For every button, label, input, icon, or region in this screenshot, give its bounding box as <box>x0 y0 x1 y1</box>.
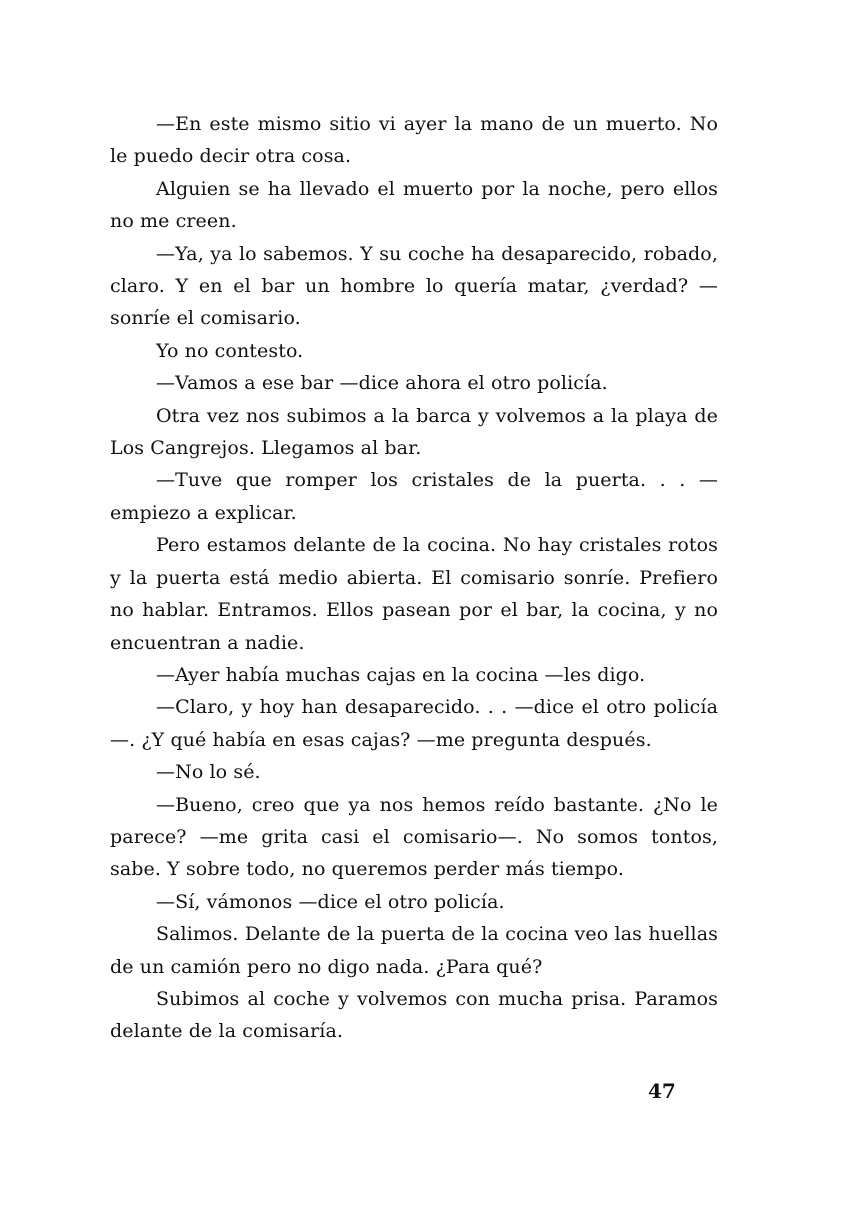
paragraph: —Tuve que romper los cristales de la puerta. . . —empiezo a explicar. <box>110 469 718 524</box>
page-number: 47 <box>648 1079 676 1103</box>
paragraph: —Ayer había muchas cajas en la cocina —les digo. <box>156 663 646 686</box>
paragraph: —Bueno, creo que ya nos hemos reído bastante. ¿No le parece? —me grita casi el comisario—. No somos tontos, sabe. Y sobre todo, no queremos perder más tiempo. <box>110 793 718 881</box>
paragraph: —Vamos a ese bar —dice ahora el otro policía. <box>156 372 608 395</box>
paragraph: Salimos. Delante de la puerta de la cocina veo las huellas de un camión pero no digo nada. ¿Para qué? <box>110 923 718 978</box>
paragraph: —En este mismo sitio vi ayer la mano de un muerto. No le puedo decir otra cosa. <box>110 113 718 168</box>
paragraph: —Sí, vámonos —dice el otro policía. <box>156 890 505 913</box>
paragraph: —Claro, y hoy han desaparecido. . . —dice el otro policía—. ¿Y qué había en esas cajas? —me pregunta después. <box>110 696 718 751</box>
paragraph: Yo no contesto. <box>156 339 304 362</box>
body-text <box>110 108 718 1048</box>
paragraph: —Ya, ya lo sabemos. Y su coche ha desaparecido, robado, claro. Y en el bar un hombre lo quería matar, ¿verdad? —sonríe el comisario. <box>110 242 718 330</box>
paragraph: Subimos al coche y volvemos con mucha prisa. Paramos delante de la comisaría. <box>110 987 718 1043</box>
paragraph: Alguien se ha llevado el muerto por la noche, pero ellos no me creen. <box>110 177 718 233</box>
paragraph: Pero estamos delante de la cocina. No hay cristales rotos y la puerta está medio abierta. El comisario sonríe. Prefiero no hablar. Entramos. Ellos pasean por el bar, la cocina, y no encuentran a nadie. <box>110 534 718 654</box>
paragraph: Otra vez nos subimos a la barca y volvemos a la playa de Los Cangrejos. Llegamos al bar. <box>110 404 718 460</box>
paragraph: —No lo sé. <box>156 761 261 784</box>
